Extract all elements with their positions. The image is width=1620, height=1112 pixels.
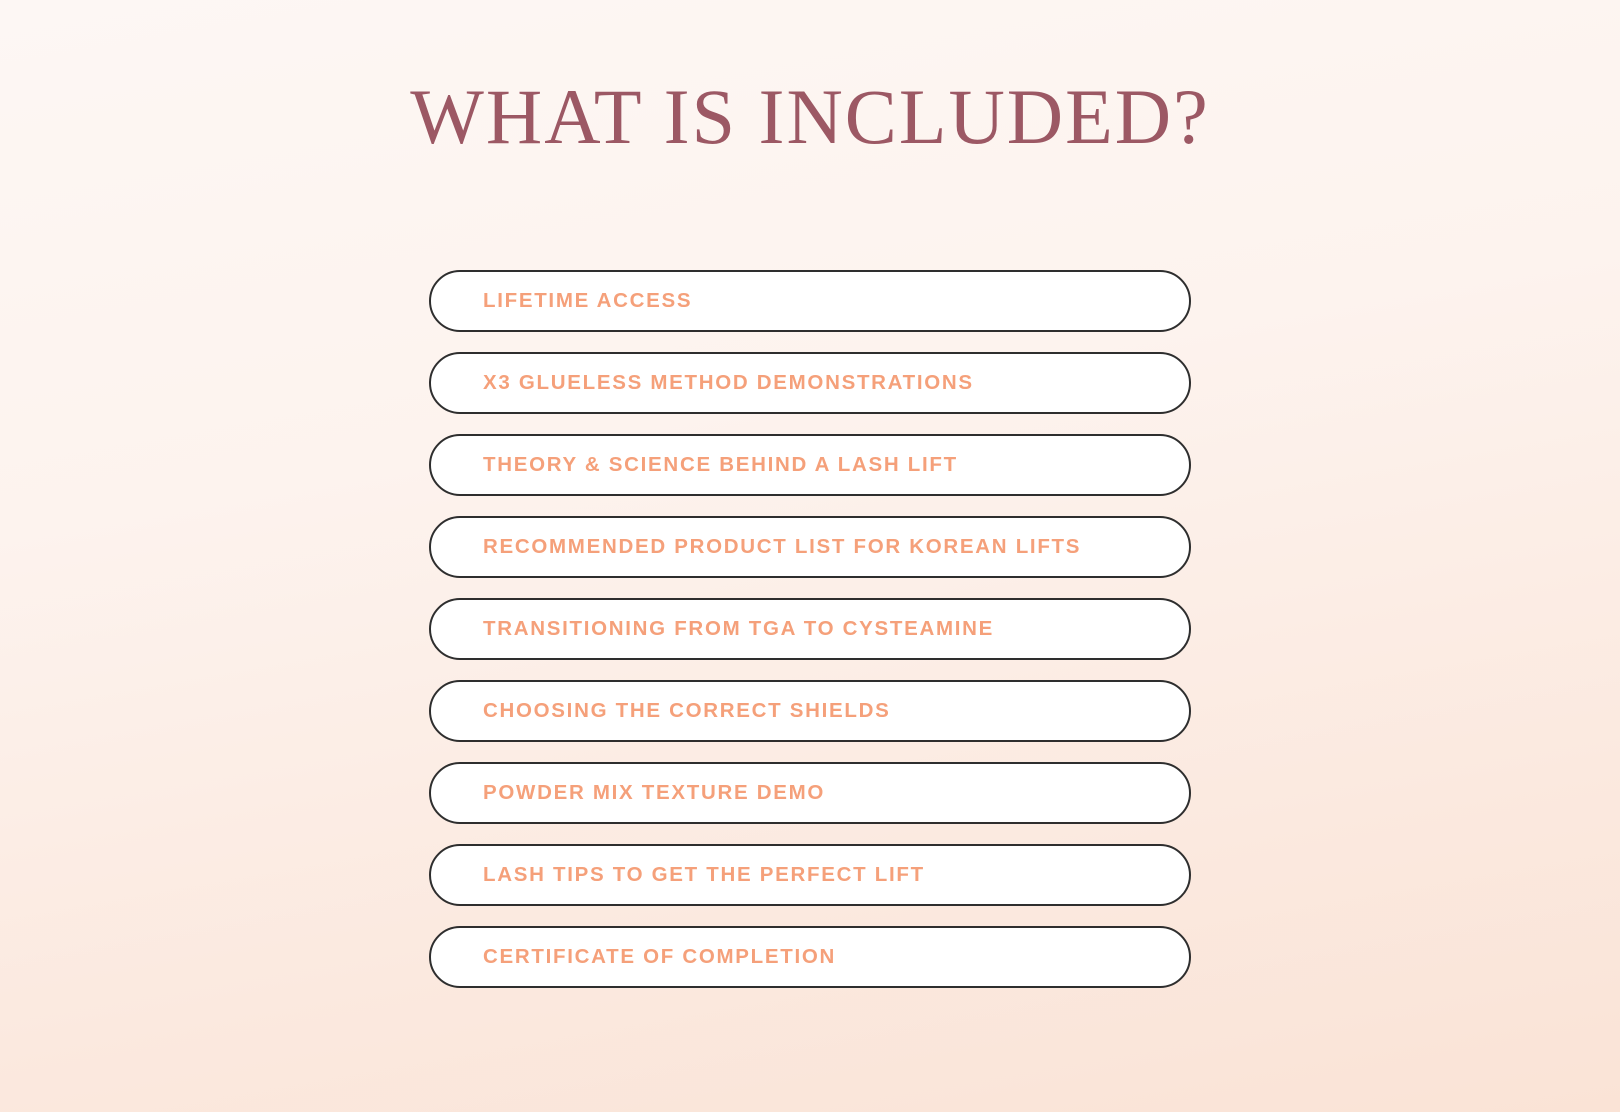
list-item [429, 680, 1191, 742]
list-item [429, 352, 1191, 414]
list-item [429, 270, 1191, 332]
list-item [429, 926, 1191, 988]
list-item-label: THEORY & SCIENCE BEHIND A LASH LIFT [483, 453, 958, 477]
list-item-label: X3 GLUELESS METHOD DEMONSTRATIONS [483, 371, 974, 395]
included-items-list [0, 270, 1620, 988]
list-item-label: RECOMMENDED PRODUCT LIST FOR KOREAN LIFTS [483, 535, 1082, 559]
list-item [429, 434, 1191, 496]
page-title: WHAT IS INCLUDED? [410, 73, 1210, 160]
list-item [429, 598, 1191, 660]
list-item-label: POWDER MIX TEXTURE DEMO [483, 781, 826, 805]
list-item [429, 516, 1191, 578]
list-item-label: CERTIFICATE OF COMPLETION [483, 945, 837, 969]
list-item [429, 844, 1191, 906]
list-item-label: LASH TIPS TO GET THE PERFECT LIFT [483, 863, 925, 887]
list-item-label: CHOOSING THE CORRECT SHIELDS [483, 699, 891, 723]
list-item [429, 762, 1191, 824]
list-item-label: TRANSITIONING FROM TGA TO CYSTEAMINE [483, 617, 995, 641]
list-item-label: LIFETIME ACCESS [483, 289, 693, 313]
